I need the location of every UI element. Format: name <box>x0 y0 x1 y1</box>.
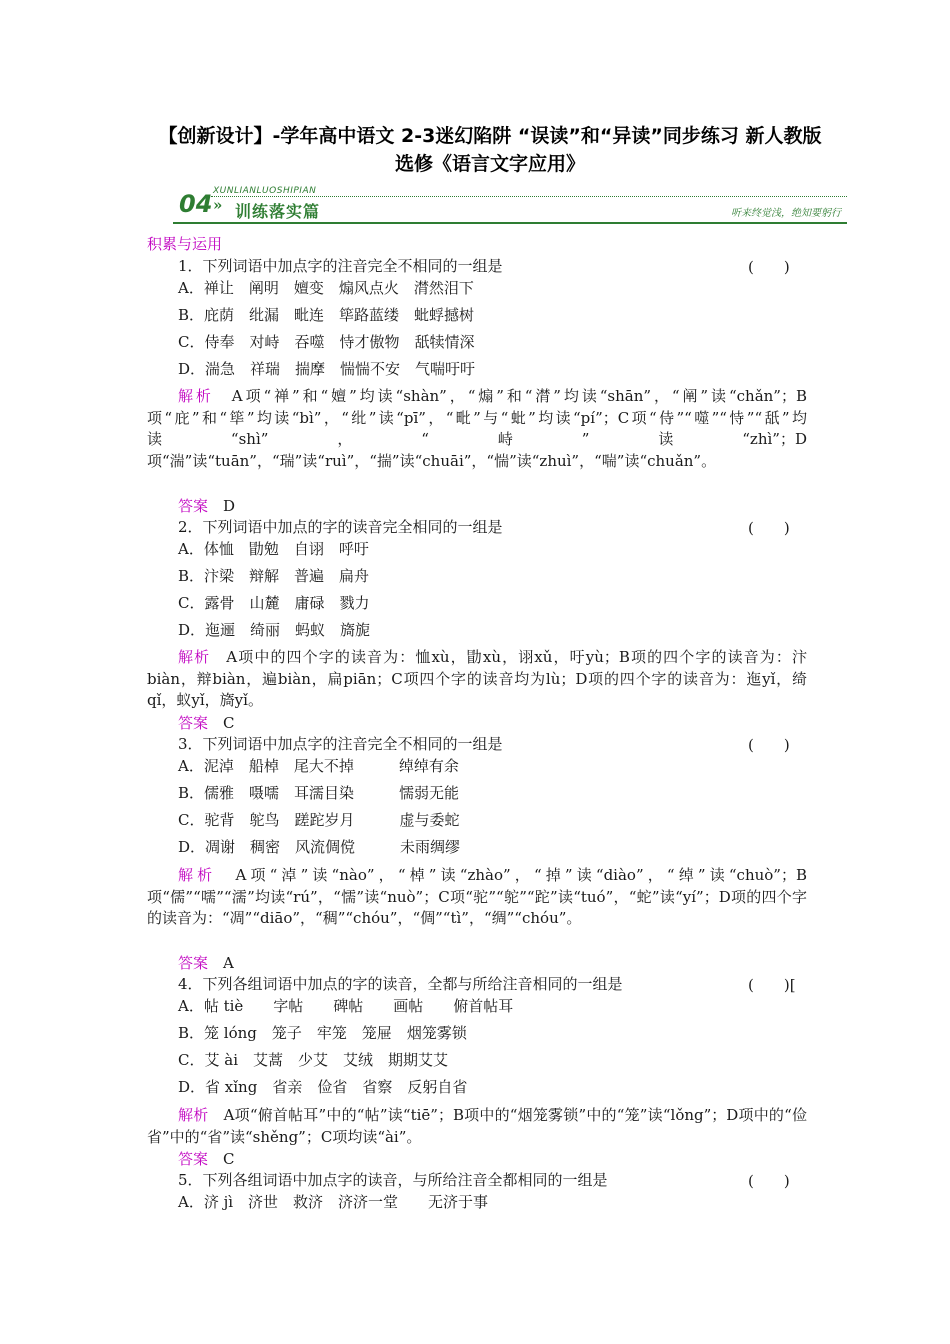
banner-name: 训练落实篇 <box>235 202 321 221</box>
banner-number: 04 <box>179 190 213 218</box>
question-4-option-b: B．笼 lóng 笼子 牢笼 笼屉 烟笼雾锁 <box>178 1024 467 1042</box>
banner-divider <box>173 222 847 224</box>
question-1-answer <box>178 495 235 516</box>
question-4-explanation <box>147 1105 807 1148</box>
question-2-explanation <box>147 647 807 712</box>
question-1-option-d: D．湍急 祥瑞 揣摩 惴惴不安 气喘吁吁 <box>178 360 476 378</box>
answer-value: C <box>208 714 235 732</box>
question-4-option-d: D．省 xǐng 省亲 俭省 省察 反躬自省 <box>178 1078 468 1096</box>
section-banner <box>173 186 847 224</box>
section-heading: 积累与运用 <box>147 235 223 253</box>
question-3-explanation <box>147 865 807 930</box>
question-2-option-b: B．汴梁 辩解 普遍 扁舟 <box>178 567 370 585</box>
answer-value: A <box>208 954 234 972</box>
banner-divider-dotted <box>211 196 847 197</box>
explanation-label: 解析 <box>178 1106 209 1124</box>
chevron-right-icon: » <box>213 196 223 214</box>
banner-motto: 听来终觉浅，绝知要躬行 <box>731 208 841 219</box>
question-3-answer <box>178 952 234 973</box>
answer-value: C <box>208 1150 235 1168</box>
question-3-stem: 3．下列词语中加点字的注音完全不相同的一组是 <box>178 735 503 753</box>
question-1-explanation <box>147 386 807 473</box>
question-3-option-b: B．儒雅 嗫嚅 耳濡目染 懦弱无能 <box>178 784 460 802</box>
question-2-option-d: D．迤逦 绮丽 蚂蚁 旖旎 <box>178 621 371 639</box>
answer-blank-4: ( )[ <box>748 976 796 994</box>
question-4-stem: 4．下列各组词语中加点的字的读音，全都与所给注音相同的一组是 <box>178 975 623 993</box>
explanation-text: A项中的四个字的读音为：恤xù，勖xù，诩xǔ，吁yù；B项的四个字的读音为：汴biàn，辩biàn，遍biàn，扁piān；C项四个字的读音均为lù；D项的四个字的读音为：迤yǐ，绮qǐ，蚁yǐ，旖yǐ。 <box>147 648 807 710</box>
answer-label: 答案 <box>178 1150 209 1168</box>
explanation-text: A项“禅”和“嬗”均读“shàn”，“煽”和“潸”均读“shān”，“阐”读“chǎn”；B项“庇”和“筚”均读“bì”，“纰”读“pī”，“毗”与“蚍”均读“pí”；C项“侍”“噬”“恃”“舐”均读“shì”，“峙”读“zhì”；D项“湍”读“tuān”，“瑞”读“ruì”，“揣”读“chuāi”，“惴”读“zhuì”，“喘”读“chuǎn”。 <box>147 387 807 471</box>
question-4-answer <box>178 1148 235 1169</box>
question-3-option-c: C．驼背 鸵鸟 蹉跎岁月 虚与委蛇 <box>178 811 460 829</box>
answer-label: 答案 <box>178 954 209 972</box>
explanation-text: A项“俯首帖耳”中的“帖”读“tiē”；B项中的“烟笼雾锁”中的“笼”读“lǒng”；D项中的“俭省”中的“省”读“shěng”；C项均读“ài”。 <box>147 1106 807 1146</box>
question-3-option-a: A．泥淖 船棹 尾大不掉 绰绰有余 <box>178 757 459 775</box>
page-title: 【创新设计】-学年高中语文 2-3迷幻陷阱 “误读”和“异读”同步练习 新人教版选修《语言文字应用》 <box>158 125 822 175</box>
answer-blank-5: ( ) <box>748 1172 790 1190</box>
explanation-label: 解析 <box>178 866 217 884</box>
question-5-option-a: A．济 jì 济世 救济 济济一堂 无济于事 <box>178 1193 489 1211</box>
answer-label: 答案 <box>178 714 209 732</box>
question-1-stem: 1．下列词语中加点字的注音完全不相同的一组是 <box>178 257 503 275</box>
question-5-stem: 5．下列各组词语中加点字的读音，与所给注音全都相同的一组是 <box>178 1171 608 1189</box>
question-2-option-c: C．露骨 山麓 庸碌 戮力 <box>178 594 370 612</box>
question-2-option-a: A．体恤 勖勉 自诩 呼吁 <box>178 540 369 558</box>
question-1-option-b: B．庇荫 纰漏 毗连 筚路蓝缕 蚍蜉撼树 <box>178 306 475 324</box>
question-4-option-c: C．艾 ài 艾蒿 少艾 艾绒 期期艾艾 <box>178 1051 448 1069</box>
explanation-text: A项“淖”读“nào”，“棹”读“zhào”，“掉”读“diào”，“绰”读“chuò”；B项“儒”“嚅”“濡”均读“rú”，“懦”读“nuò”；C项“驼”“鸵”“跎”读“tuó”，“蛇”读“yí”；D项的四个字的读音为：“凋”“diāo”，“稠”“chóu”，“倜”“tì”，“绸”“chóu”。 <box>147 866 807 928</box>
answer-blank-2: ( ) <box>748 519 790 537</box>
explanation-label: 解析 <box>178 387 214 405</box>
answer-blank-3: ( ) <box>748 736 790 754</box>
banner-pinyin: XUNLIANLUOSHIPIAN <box>213 186 317 196</box>
question-1-option-c: C．侍奉 对峙 吞噬 恃才傲物 舐犊情深 <box>178 333 475 351</box>
question-2-answer <box>178 712 235 733</box>
answer-label: 答案 <box>178 497 209 515</box>
question-1-option-a: A．禅让 阐明 嬗变 煽风点火 潸然泪下 <box>178 279 474 297</box>
explanation-label: 解析 <box>178 648 211 666</box>
answer-value: D <box>208 497 236 515</box>
question-2-stem: 2．下列词语中加点的字的读音完全相同的一组是 <box>178 518 503 536</box>
question-4-option-a: A．帖 tiè 字帖 碑帖 画帖 俯首帖耳 <box>178 997 514 1015</box>
answer-blank-1: ( ) <box>748 258 790 276</box>
question-3-option-d: D．凋谢 稠密 风流倜傥 未雨绸缪 <box>178 838 461 856</box>
